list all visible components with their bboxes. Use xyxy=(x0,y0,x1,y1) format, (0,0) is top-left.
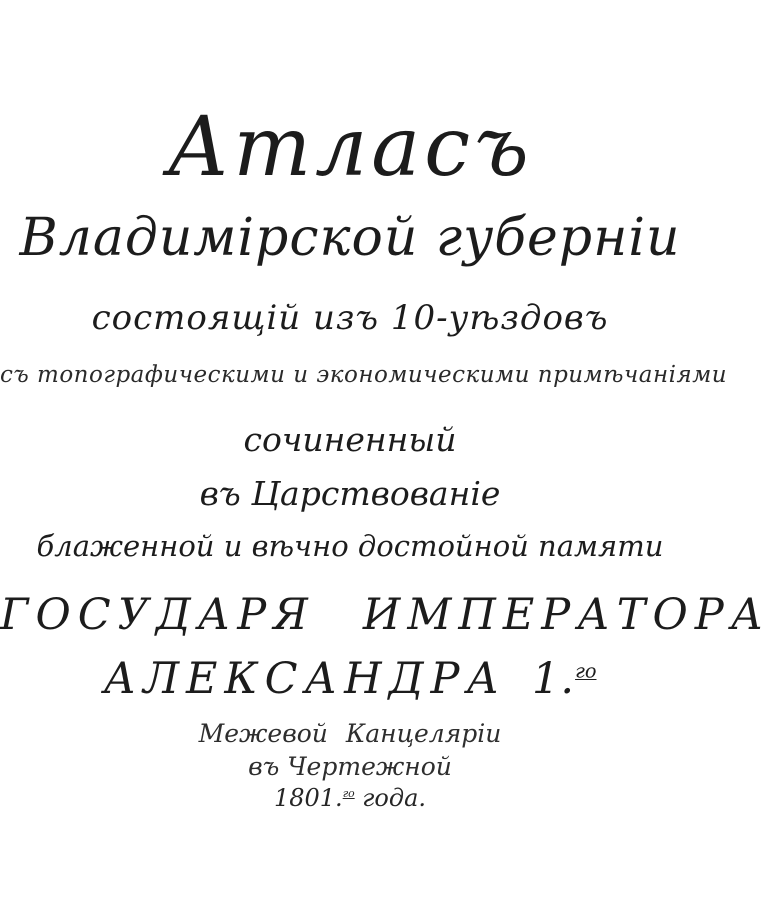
blessed-memory-line: блаженной и вѣчно достойной памяти xyxy=(36,529,664,563)
year-suffix: го xyxy=(342,787,355,800)
sovereign-emperor-line xyxy=(0,590,770,640)
emperor-word: ИМПЕРАТОРА xyxy=(362,590,770,640)
year-word: года. xyxy=(354,784,427,812)
drawing-office-line: въ Чертежной xyxy=(248,752,452,781)
year-line xyxy=(0,784,700,812)
topographic-economic-notes-line: съ топографическими и экономическими примѣчаніями xyxy=(0,362,728,388)
sovereign-word: ГОСУДАРЯ xyxy=(0,590,315,640)
alexander-line xyxy=(0,654,700,704)
alexander-name: АЛЕКСАНДРА xyxy=(103,654,507,704)
alexander-numeral-suffix: го xyxy=(575,659,597,683)
year-number: 1801. xyxy=(273,784,343,812)
province-title: Владимірской губерніи xyxy=(19,208,681,268)
alexander-numeral: 1. xyxy=(532,654,576,704)
atlas-title: Атласъ xyxy=(167,100,533,195)
consisting-of-uyezds-line: состоящій изъ 10-уѣздовъ xyxy=(91,298,609,338)
boundary-chancellery-line: Межевой Канцеляріи xyxy=(198,719,502,748)
in-the-reign-line: въ Царствованіе xyxy=(199,474,501,513)
composed-line: сочиненный xyxy=(243,420,457,459)
